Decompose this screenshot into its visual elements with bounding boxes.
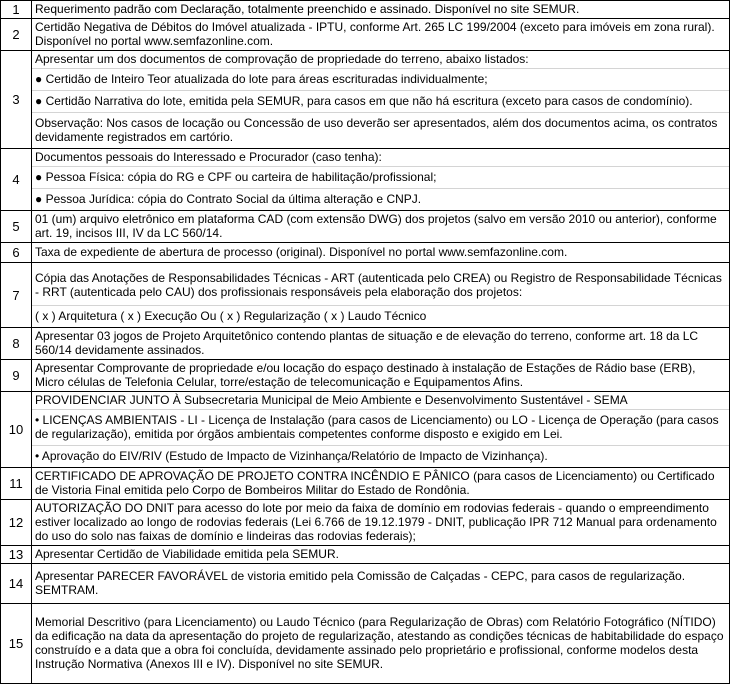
row-number: 8 xyxy=(1,328,32,360)
row-text: • Aprovação do EIV/RIV (Estudo de Impacto de Vizinhança/Relatório de Impacto de Vizinhança). xyxy=(32,445,729,467)
table-row xyxy=(1,360,730,392)
row-number: 5 xyxy=(1,211,32,243)
row-content xyxy=(32,392,730,468)
row-text: CERTIFICADO DE APROVAÇÃO DE PROJETO CONTRA INCÊNDIO E PÂNICO (para casos de Licenciamento) ou Certificado de Vistoria Final emitida pelo Corpo de Bombeiros Militar do Estado de Rondônia. xyxy=(35,469,715,497)
row-number: 10 xyxy=(1,392,32,468)
row-content xyxy=(32,564,730,604)
row-text: Observação: Nos casos de locação ou Concessão de uso deverão ser apresentados, além dos documentos acima, os contratos devidamente registrados em cartório. xyxy=(32,112,729,148)
row-content xyxy=(32,19,730,51)
row-number: 15 xyxy=(1,604,32,684)
row-number: 9 xyxy=(1,360,32,392)
row-text: Apresentar PARECER FAVORÁVEL de vistoria emitido pela Comissão de Calçadas - CEPC, para casos de regularização. SEMTRAM. xyxy=(35,569,686,597)
row-number: 1 xyxy=(1,1,32,19)
row-text: Memorial Descritivo (para Licenciamento) ou Laudo Técnico (para Regularização de Obras) com Relatório Fotográfico (NÍTIDO) da edificação na data da apresentação do projeto de regularização, atestando as condições técnicas de habitabilidade do espaço construído e a data que a obra foi concluída, devidamente assinado pelo proprietário e profissional, conforme modelos desta Instrução Normativa (Anexos III e IV). Disponível no site SEMUR. xyxy=(35,615,724,671)
row-number: 14 xyxy=(1,564,32,604)
row-text: Documentos pessoais do Interessado e Procurador (caso tenha): xyxy=(35,150,382,164)
row-text: Apresentar Certidão de Viabilidade emitida pela SEMUR. xyxy=(35,547,339,561)
row-text: Cópia das Anotações de Responsabilidades Técnicas - ART (autenticada pelo CREA) ou Registro de Responsabilidade Técnicas - RRT (autenticada pelo CAU) dos profissionais responsáveis pela elaboração dos projetos: xyxy=(35,271,722,299)
row-number: 3 xyxy=(1,51,32,149)
table-row xyxy=(1,328,730,360)
table-row xyxy=(1,263,730,328)
row-content xyxy=(32,51,730,149)
row-content xyxy=(32,211,730,243)
row-text: ● Pessoa Física: cópia do RG e CPF ou carteira de habilitação/profissional; xyxy=(32,166,729,188)
table-row xyxy=(1,604,730,684)
table-row xyxy=(1,211,730,243)
table-row xyxy=(1,500,730,546)
row-number: 6 xyxy=(1,243,32,263)
row-text: Taxa de expediente de abertura de processo (original). Disponível no portal www.semfazonline.com. xyxy=(35,245,568,259)
row-text: • LICENÇAS AMBIENTAIS - LI - Licença de Instalação (para casos de Licenciamento) ou LO - Licença de Operação (para casos de regularização), emitida por órgãos ambientais competentes conforme disposto e exigido em Lei. xyxy=(32,409,729,445)
row-content xyxy=(32,149,730,211)
row-text: Apresentar 03 jogos de Projeto Arquitetônico contendo plantas de situação e de elevação do terreno, conforme art. 18 da LC 560/14 devidamente assinados. xyxy=(35,329,699,357)
row-content xyxy=(32,243,730,263)
row-content xyxy=(32,360,730,392)
row-number: 12 xyxy=(1,500,32,546)
row-text: ( x ) Arquitetura ( x ) Execução Ou ( x ) Regularização ( x ) Laudo Técnico xyxy=(32,305,729,327)
row-content xyxy=(32,468,730,500)
row-text: Apresentar Comprovante de propriedade e/ou locação do espaço destinado à instalação de Estações de Rádio base (ERB), Micro células de Telefonia Celular, torre/estação de telecomunicação e Equipamentos Afins. xyxy=(35,361,696,389)
table-row xyxy=(1,546,730,564)
row-content xyxy=(32,500,730,546)
row-content xyxy=(32,546,730,564)
row-text: ● Pessoa Jurídica: cópia do Contrato Social da última alteração e CNPJ. xyxy=(32,188,729,210)
table-row xyxy=(1,149,730,211)
row-number: 7 xyxy=(1,263,32,328)
row-text: PROVIDENCIAR JUNTO À Subsecretaria Municipal de Meio Ambiente e Desenvolvimento Sustentável - SEMA xyxy=(35,393,628,407)
table-row xyxy=(1,51,730,149)
table-row xyxy=(1,19,730,51)
row-content xyxy=(32,328,730,360)
table-row xyxy=(1,392,730,468)
row-number: 13 xyxy=(1,546,32,564)
row-content xyxy=(32,263,730,328)
table-row xyxy=(1,468,730,500)
row-text: 01 (um) arquivo eletrônico em plataforma CAD (com extensão DWG) dos projetos (salvo em versão 2010 ou anterior), conforme art. 19, incisos III, IV da LC 560/14. xyxy=(35,212,717,240)
row-content xyxy=(32,1,730,19)
table-row xyxy=(1,243,730,263)
row-text: ● Certidão Narrativa do lote, emitida pela SEMUR, para casos em que não há escritura (exceto para casos de condomínio). xyxy=(32,90,729,112)
table-row xyxy=(1,564,730,604)
row-text: Apresentar um dos documentos de comprovação de propriedade do terreno, abaixo listados: xyxy=(35,52,529,66)
row-text: Requerimento padrão com Declaração, totalmente preenchido e assinado. Disponível no site SEMUR. xyxy=(35,2,580,16)
row-number: 11 xyxy=(1,468,32,500)
row-content xyxy=(32,604,730,684)
row-text: AUTORIZAÇÃO DO DNIT para acesso do lote por meio da faixa de domínio em rodovias federais - quando o empreendimento estiver localizado ao longo de rodovias federais (Lei 6.766 de 19.12.1979 - DNIT, publicação IPR 712 Manual para ordenamento do uso do solo nas faixas de domínio e lindeiras das rodovias federais); xyxy=(35,501,717,543)
row-number: 4 xyxy=(1,149,32,211)
table-row xyxy=(1,1,730,19)
row-text: Certidão Negativa de Débitos do Imóvel atualizada - IPTU, conforme Art. 265 LC 199/2004 (exceto para imóveis em zona rural). Disponível no portal www.semfazonline.com. xyxy=(35,20,715,48)
row-text: ● Certidão de Inteiro Teor atualizada do lote para áreas escrituradas individualmente; xyxy=(32,68,729,90)
row-number: 2 xyxy=(1,19,32,51)
